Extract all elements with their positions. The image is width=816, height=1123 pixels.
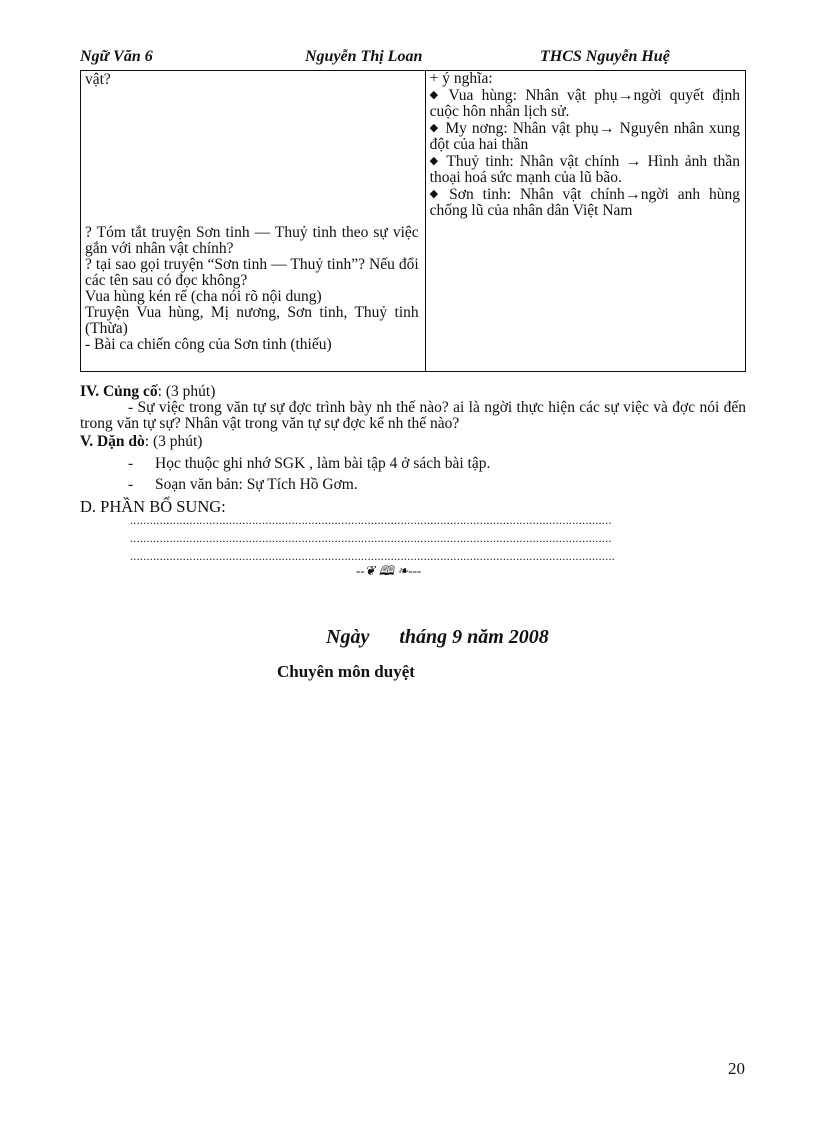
diamond-bullet-icon: ◆	[429, 122, 440, 134]
question-summary: ? Tóm tắt truyện Sơn tinh — Thuỷ tinh theo sự việc gắn với nhân vật chính?	[85, 224, 419, 257]
section-consolidation-body: - Sự việc trong văn tự sự đợc trình bày nh thế nào? ai là ngời thực hiện các sự việc và đợc nói đến trong văn tự sự? Nhân vật trong văn tự sự đợc kể nh thế nào?	[80, 399, 746, 432]
dash-bullet-icon: -	[128, 455, 134, 472]
page-header	[80, 48, 746, 68]
meaning-item: ◆ Vua hùng: Nhân vật phụ→ngời quyết định cuộc hôn nhân lịch sử.	[429, 87, 740, 120]
book-ornament-icon: --❦ 🕮 ❧---	[356, 563, 422, 578]
table-left-cell	[81, 70, 426, 372]
arrow-right-icon: →	[624, 186, 641, 203]
diamond-bullet-icon: ◆	[429, 188, 444, 200]
dotted-line: ..................................................................................................................................................	[130, 531, 612, 545]
header-author: Nguyễn Thị Loan	[305, 48, 423, 65]
header-subject: Ngữ Văn 6	[80, 48, 153, 65]
diamond-bullet-icon: ◆	[429, 89, 443, 101]
section-consolidation-heading: IV. Củng cố: (3 phút)	[80, 383, 216, 400]
title-option-2: Truyện Vua hùng, Mị nương, Sơn tinh, Thuỷ tinh (Thừa)	[85, 304, 419, 337]
meaning-item: ◆ My nơng: Nhân vật phụ→ Nguyên nhân xung đột của hai thần	[429, 120, 740, 153]
section-supplement-heading: D. PHẦN BỔ SUNG:	[80, 497, 226, 516]
title-option-3: - Bài ca chiến công của Sơn tinh (thiếu)	[85, 336, 332, 353]
meaning-item: ◆ Sơn tinh: Nhân vật chính→ngời anh hùng chống lũ của nhân dân Việt Nam	[429, 186, 740, 219]
arrow-right-icon: →	[625, 153, 642, 170]
diamond-bullet-icon: ◆	[429, 155, 441, 167]
section-homework-heading: V. Dặn dò: (3 phút)	[80, 433, 203, 450]
dash-bullet-icon: -	[128, 476, 134, 493]
page-number: 20	[728, 1059, 745, 1078]
signature-date: Ngày tháng 9 năm 2008	[326, 626, 549, 648]
meaning-item: ◆ Thuỷ tinh: Nhân vật chính → Hình ảnh thần thoại hoá sức mạnh của lũ bão.	[429, 153, 740, 186]
left-cell-top-text: vật?	[85, 71, 111, 88]
dotted-line: ..................................................................................................................................................	[130, 513, 612, 527]
question-title-reason: ? tại sao gọi truyện “Sơn tinh — Thuỷ tinh”? Nếu đổi các tên sau có đọc không?	[85, 256, 419, 289]
header-school: THCS Nguyễn Huệ	[540, 48, 670, 65]
meaning-heading: + ý nghĩa:	[429, 70, 493, 87]
dotted-line: ...................................................................................................................................................	[130, 549, 616, 563]
arrow-right-icon: →	[617, 87, 634, 104]
arrow-right-icon: →	[598, 120, 615, 137]
section-consolidation	[80, 384, 746, 432]
homework-item: - Học thuộc ghi nhớ SGK , làm bài tập 4 ở sách bài tập.	[128, 455, 491, 472]
left-cell-questions	[85, 225, 419, 353]
lesson-table	[80, 70, 746, 372]
homework-item: - Soạn văn bản: Sự Tích Hồ Gơm.	[128, 476, 358, 493]
approval-label: Chuyên môn duyệt	[277, 662, 415, 681]
table-right-cell	[425, 70, 745, 372]
title-option-1: Vua hùng kén rể (cha nói rõ nội dung)	[85, 288, 322, 305]
section-homework	[80, 434, 746, 493]
